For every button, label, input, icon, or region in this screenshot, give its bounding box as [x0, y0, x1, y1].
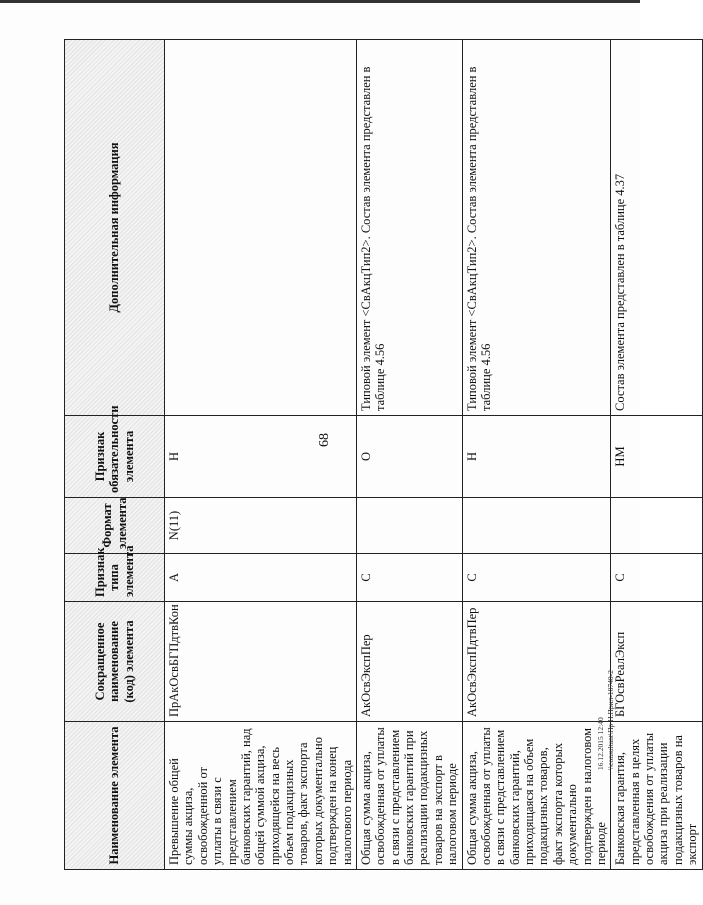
cell-code: ПрАкОсвБГПдтвКон	[165, 602, 357, 722]
cell-info: Состав элемента представлен в таблице 4.37	[611, 40, 702, 416]
footer-path: \\consultant\Пр Н.Прил-18740-2	[605, 670, 615, 770]
header-element-mandatory: Признак обязательности элемента	[65, 416, 165, 498]
cell-info	[165, 40, 357, 416]
cell-mandatory: О	[356, 416, 462, 498]
cell-name: Общая сумма акциза, освобожденная от уплаты в связи с представлением банковских гарантий при реализации подакцизных товаров на экспорт в налоговом периоде	[356, 722, 462, 870]
footer-date: 16.12.2015 12:40	[596, 717, 605, 770]
cell-info: Типовой элемент <СвАкцТип2>. Состав элемента представлен в таблице 4.56	[356, 40, 462, 416]
cell-type: С	[356, 554, 462, 602]
cell-mandatory: НМ	[611, 416, 702, 498]
header-additional-info: Дополнительная информация	[65, 40, 165, 416]
table-header-row	[65, 40, 165, 870]
cell-mandatory: Н	[462, 416, 611, 498]
cell-format	[462, 498, 611, 554]
table-row	[356, 40, 462, 870]
cell-name: Банковская гарантия, представленная в целях освобождения от уплаты акциза при реализации подакцизных товаров на экспорт	[611, 722, 702, 870]
table-row	[611, 40, 702, 870]
header-element-type: Признак типа элемента	[65, 554, 165, 602]
cell-format	[356, 498, 462, 554]
cell-name: Общая сумма акциза, освобожденная от уплаты в связи с представлением банковских гарантий, приходящаяся на объем подакцизных товаров, факт экспорта которых документально подтвержден в налоговом периоде	[462, 722, 611, 870]
header-element-format: Формат элемента	[65, 498, 165, 554]
cell-format: N(11)	[165, 498, 357, 554]
cell-type: С	[462, 554, 611, 602]
cell-name: Превышение общей суммы акциза, освобожденной от уплаты в связи с представлением банковских гарантий, над общей суммой акциза, приходящейся на весь объем подакцизных товаров, факт экспорта которых документально подтвержден на конец налогового периода	[165, 722, 357, 870]
cell-code: АкОсвЭкспПер	[356, 602, 462, 722]
header-element-name: Наименование элемента	[65, 722, 165, 870]
cell-info: Типовой элемент <СвАкцТип2>. Состав элемента представлен в таблице 4.56	[462, 40, 611, 416]
cell-type: С	[611, 554, 702, 602]
cell-mandatory: Н	[165, 416, 357, 498]
cell-code: АкОсвЭкспПдтвПер	[462, 602, 611, 722]
cell-code: БГОсвРеалЭксп	[611, 602, 702, 722]
cell-type: А	[165, 554, 357, 602]
header-element-code: Сокращенное наименование (код) элемента	[65, 602, 165, 722]
footer-stamp	[596, 670, 616, 770]
table-row	[462, 40, 611, 870]
cell-format	[611, 498, 702, 554]
top-border	[0, 0, 640, 3]
page-number: 68	[317, 433, 332, 447]
table-row	[165, 40, 357, 870]
